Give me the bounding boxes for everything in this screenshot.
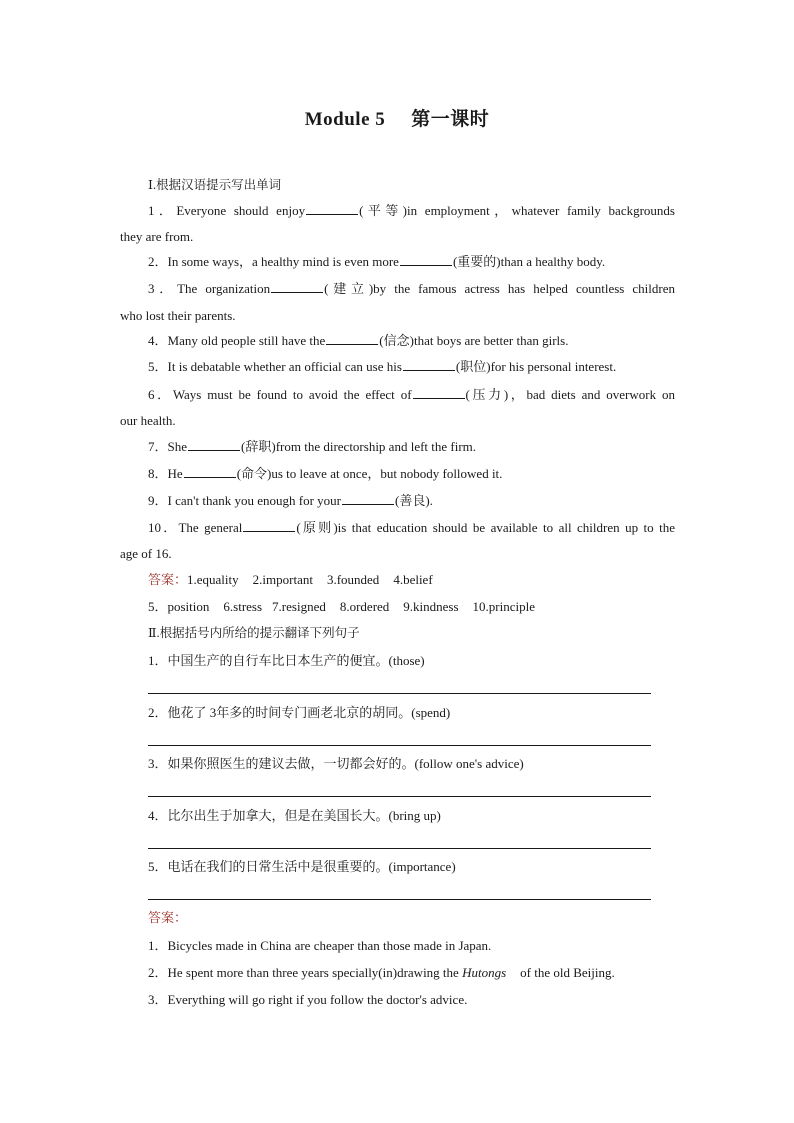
translation-answer-1: 1．Bicycles made in China are cheaper than those made in Japan.	[148, 938, 492, 953]
question-6: 6．Ways must be found to avoid the effect of (压力)，bad diets and overwork on	[148, 387, 675, 402]
translation-answer-2: 2．He spent more than three years specially(in)drawing the Hutongs of the old Beijing.	[148, 965, 615, 980]
question-7: 7．She (辞职)from the directorship and left the firm.	[148, 439, 477, 454]
answer-line[interactable]	[148, 848, 651, 849]
part1-heading: Ⅰ.根据汉语提示写出单词	[148, 178, 282, 192]
translation-answer-3: 3．Everything will go right if you follow the doctor's advice.	[148, 992, 468, 1007]
answer-line[interactable]	[148, 899, 651, 900]
answer-line[interactable]	[148, 745, 651, 746]
answer-blank[interactable]	[188, 438, 240, 451]
translation-question-5: 5．电话在我们的日常生活中是很重要的。(importance)	[148, 859, 456, 874]
italic-term: Hutongs	[462, 965, 507, 980]
question-1-cont: they are from.	[120, 229, 194, 244]
question-6-cont: our health.	[120, 413, 176, 428]
answer-blank[interactable]	[271, 280, 323, 293]
answer-blank[interactable]	[184, 465, 236, 478]
answer-blank[interactable]	[306, 202, 358, 215]
question-3-cont: who lost their parents.	[120, 308, 236, 323]
answer-blank[interactable]	[403, 358, 455, 371]
translation-question-2: 2．他花了 3年多的时间专门画老北京的胡同。(spend)	[148, 705, 451, 720]
translation-question-1: 1．中国生产的自行车比日本生产的便宜。(those)	[148, 653, 425, 668]
question-2: 2．In some ways，a healthy mind is even more (重要的)than a healthy body.	[148, 254, 606, 269]
lesson-title: 第一课时	[411, 109, 490, 130]
module-title: Module 5	[304, 109, 386, 130]
translation-question-4: 4．比尔出生于加拿大，但是在美国长大。(bring up)	[148, 808, 441, 823]
question-3: 3．The organization (建立)by the famous actress has helped countless children	[148, 281, 675, 296]
question-4: 4．Many old people still have the (信念)that boys are better than girls.	[148, 333, 569, 348]
question-9: 9．I can't thank you enough for your (善良).	[148, 493, 433, 508]
answer-blank[interactable]	[400, 253, 452, 266]
answer-blank[interactable]	[243, 519, 295, 532]
question-5: 5．It is debatable whether an official can use his (职位)for his personal interest.	[148, 359, 617, 374]
question-8: 8．He (命令)us to leave at once，but nobody followed it.	[148, 466, 503, 481]
answer-line[interactable]	[148, 796, 651, 797]
question-10: 10．The general (原则)is that education should be available to all children up to the	[148, 520, 675, 535]
answer-blank[interactable]	[413, 386, 465, 399]
part1-answers-row-2: 5．position 6.stress 7.resigned 8.ordered 9.kindness 10.principle	[148, 599, 536, 614]
question-10-cont: age of 16.	[120, 546, 172, 561]
part1-answers-row-1: 答案：1.equality 2.important 3.founded 4.belief	[148, 572, 433, 587]
part2-heading: Ⅱ.根据括号内所给的提示翻译下列句子	[148, 626, 360, 640]
page-title	[0, 104, 794, 131]
answer-blank[interactable]	[326, 332, 378, 345]
answer-line[interactable]	[148, 693, 651, 694]
answer-blank[interactable]	[342, 492, 394, 505]
question-1: 1．Everyone should enjoy (平等)in employment，whatever family backgrounds	[148, 203, 675, 218]
translation-question-3: 3．如果你照医生的建议去做，一切都会好的。(follow one's advice)	[148, 756, 524, 771]
answer-label: 答案：	[148, 572, 188, 587]
part2-answer-label: 答案：	[148, 910, 188, 925]
